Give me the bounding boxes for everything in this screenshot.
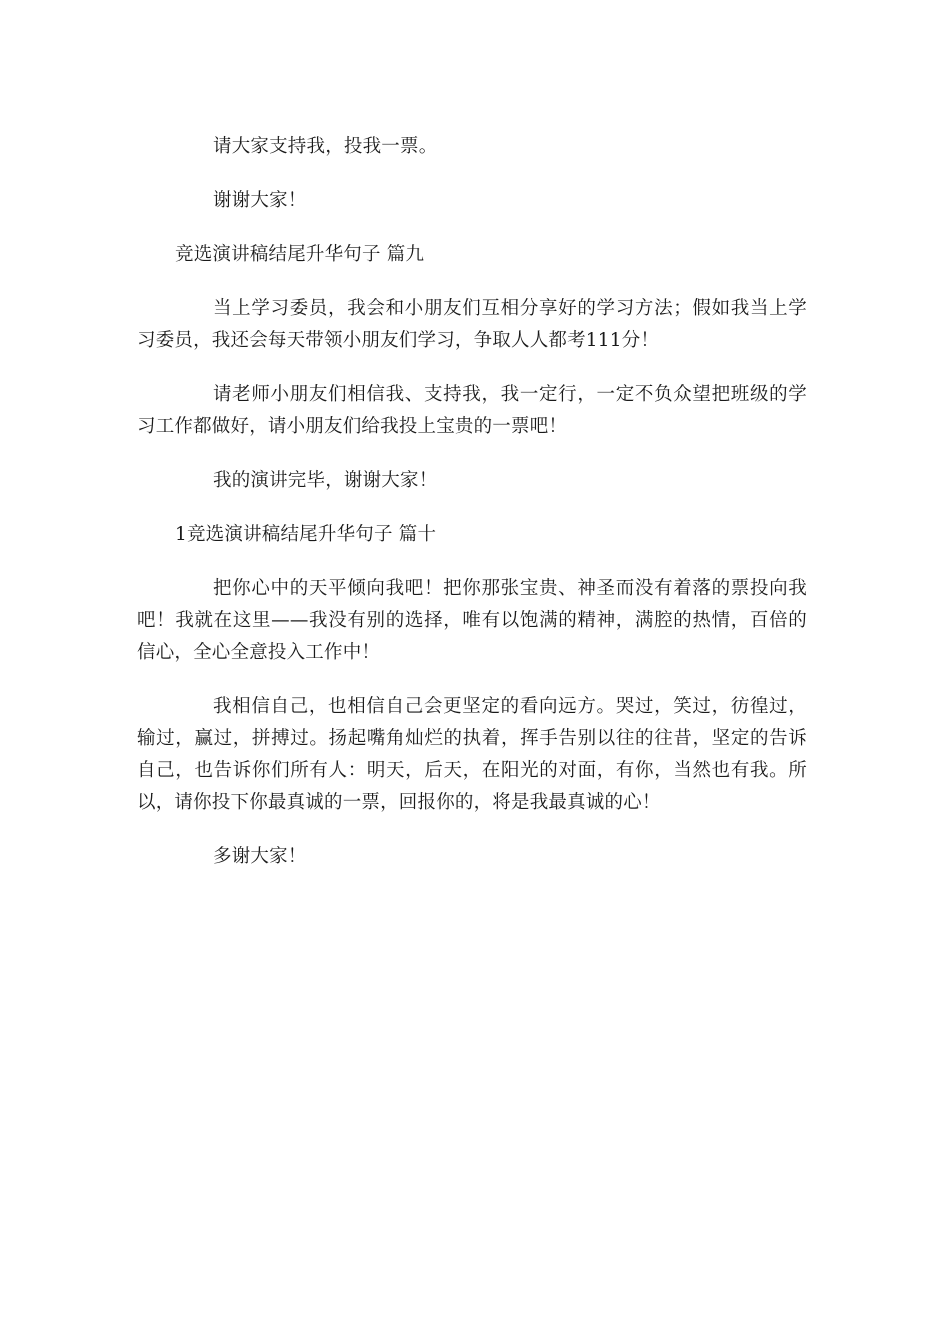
paragraph-believe-self: 我相信自己，也相信自己会更坚定的看向远方。哭过，笑过，彷徨过，输过，赢过，拼搏过。扬起嘴角灿烂的执着，挥手告别以往的往昔，坚定的告诉自己，也告诉你们所有人：明天，后天，在阳光的对面，有你，当然也有我。所以，请你投下你最真诚的一票，回报你的，将是我最真诚的心！ bbox=[137, 696, 807, 813]
paragraph-study-committee: 当上学习委员，我会和小朋友们互相分享好的学习方法；假如我当上学习委员，我还会每天带领小朋友们学习，争取人人都考111分！ bbox=[137, 298, 807, 351]
paragraph-final-thanks: 多谢大家！ bbox=[213, 846, 307, 867]
paragraph-support-request: 请大家支持我，投我一票。 bbox=[213, 136, 438, 157]
paragraph-trust-me: 请老师小朋友们相信我、支持我，我一定行，一定不负众望把班级的学习工作都做好，请小朋友们给我投上宝贵的一票吧！ bbox=[137, 384, 807, 437]
paragraph-speech-end: 我的演讲完毕，谢谢大家！ bbox=[213, 470, 438, 491]
paragraph-vote-for-me: 把你心中的天平倾向我吧！把你那张宝贵、神圣而没有着落的票投向我吧！我就在这里——我没有别的选择，唯有以饱满的精神，满腔的热情，百倍的信心，全心全意投入工作中！ bbox=[137, 578, 807, 663]
section-heading-nine: 竞选演讲稿结尾升华句子 篇九 bbox=[175, 244, 425, 265]
paragraph-thanks: 谢谢大家！ bbox=[213, 190, 307, 211]
section-heading-ten: 1竞选演讲稿结尾升华句子 篇十 bbox=[175, 524, 437, 545]
document-body bbox=[137, 131, 807, 895]
